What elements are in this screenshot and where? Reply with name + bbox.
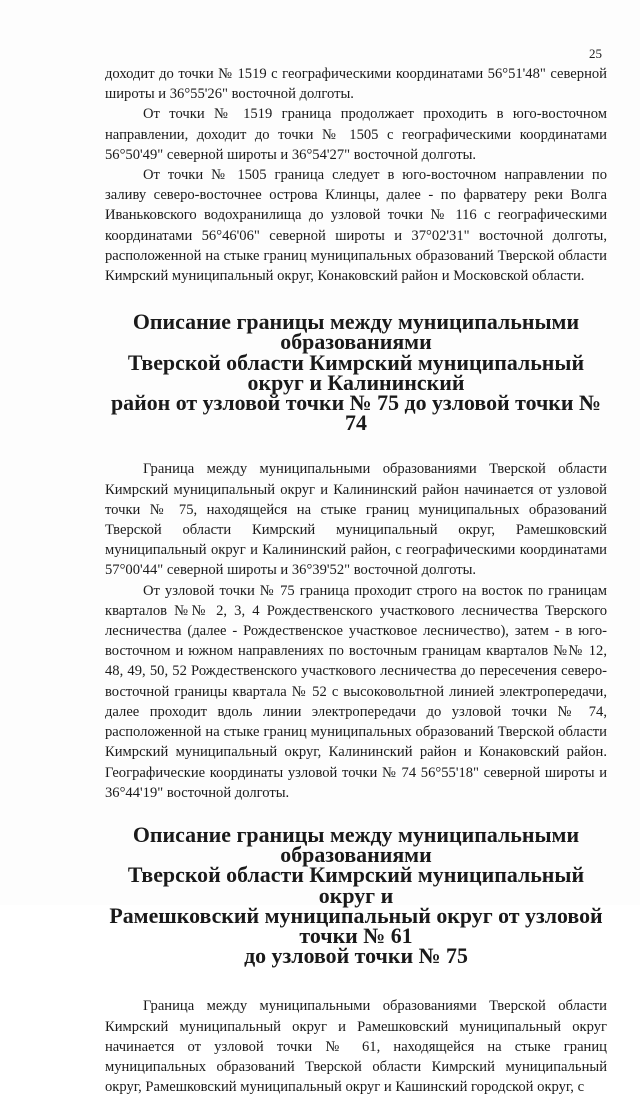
paragraph: Граница между муниципальными образованиями Тверской области Кимрский муниципальный округ и Рамешковский муниципальный округ начинается от узловой точки № 61, находящейся на стыке границ муниципальных образований Тверской области Кимрский муниципальный округ, Рамешковский муниципальный округ и Кашинский городской округ, с	[105, 998, 607, 1096]
section-heading	[105, 309, 607, 436]
heading-line: Тверской области Кимрский муниципальный округ и	[127, 862, 585, 908]
heading-line: Рамешковский муниципальный округ от узловой точки № 61	[109, 902, 603, 948]
paragraph-continuation: доходит до точки № 1519 с географическими координатами 56°51'48" северной широты и 36°55'26" восточной долготы.	[105, 66, 607, 103]
section-heading	[105, 821, 607, 969]
paragraph: От узловой точки № 75 граница проходит строго на восток по границам кварталов №№ 2, 3, 4 Рождественского участкового лесничества Тверского лесничества (далее - Рождественское участковое лесничество), затем - в юго-восточном и южном направлениях по восточным границам кварталов №№ 12, 48, 49, 50, 52 Рождественского участкового лесничества до пересечения северо-восточной границы квартала № 52 с высоковольтной линией электропередачи, далее проходит вдоль линии электропередачи до узловой точки № 74, расположенной на стыке границ муниципальных образований Тверской области Кимрский муниципальный округ, Калининский район и Конаковский район. Географические координаты узловой точки № 74 56°55'18" северной широты и 36°44'19" восточной долготы.	[105, 582, 607, 801]
paragraph: От точки № 1519 граница продолжает проходить в юго-восточном направлении, доходит до точки № 1505 с географическими координатами 56°50'49" северной широты и 36°54'27" восточной долготы.	[105, 106, 607, 163]
heading-line: Описание границы между муниципальными образованиями	[132, 309, 580, 355]
heading-line: до узловой точки № 75	[244, 943, 468, 969]
paragraph: Граница между муниципальными образованиями Тверской области Кимрский муниципальный округ и Калининский район начинается от узловой точки № 75, находящейся на стыке границ муниципальных образований Тверской области Кимрский муниципальный округ, Рамешковский муниципальный округ и Калининский район, с географическими координатами 57°00'44" северной широты и 36°39'52" восточной долготы.	[105, 461, 607, 579]
heading-line: район от узловой точки № 75 до узловой точки № 74	[111, 390, 601, 436]
heading-line: Тверской области Кимрский муниципальный округ и Калининский	[127, 349, 585, 395]
page-number: 25	[589, 46, 602, 61]
paragraph: От точки № 1505 граница следует в юго-восточном направлении по заливу северо-восточнее острова Клинцы, далее - по фарватеру реки Волга Иваньковского водохранилища до узловой точки № 116 с географическими координатами 56°46'06" северной широты и 37°02'31" восточной долготы, расположенной на стыке границ муниципальных образований Тверской области Кимрский муниципальный округ, Конаковский район и Московской области.	[105, 167, 607, 285]
document-body	[105, 64, 607, 1097]
heading-line: Описание границы между муниципальными образованиями	[132, 821, 580, 868]
